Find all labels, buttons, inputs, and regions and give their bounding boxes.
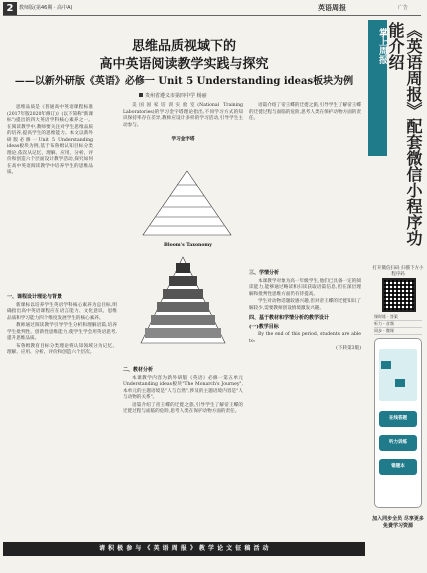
column-1-lower bbox=[7, 291, 117, 358]
column-2-lower bbox=[123, 364, 243, 417]
section-4-paragraph-1: By the end of this period, students are able to: bbox=[249, 332, 361, 344]
author-line: 贵州省遵义市第四中学 杨丽 bbox=[139, 92, 207, 99]
figure-1-caption: 学习金字塔 bbox=[171, 137, 195, 142]
sidebar-bottom-text: 加入同步全员 尽享更多免费学习资源 bbox=[372, 516, 424, 529]
continued-note: (下转第3版) bbox=[336, 346, 361, 351]
ad-label: 广告 bbox=[398, 5, 409, 11]
bloom-taxonomy-figure bbox=[129, 251, 237, 351]
section-1-paragraph-4: 美国国家培训实验室(National Training Laboratories)的学习金字塔理论指出,不同学习方式的知识保持率存在差异,教师应设计多样的学习活动,引导学生主动参与。 bbox=[123, 103, 243, 128]
mockup-button[interactable]: 在线答题 bbox=[379, 411, 417, 427]
mockup-header-image bbox=[379, 349, 417, 401]
section-4-heading: 四、基于教材和学情分析的教学设计 bbox=[249, 315, 330, 321]
section-2-paragraph-3: 语篇介绍了帝王蝶的迁徙之旅,引导学生了解帝王蝶的迁徙过程与面临的危险,思考人类在保护动物方面的责任。 bbox=[249, 103, 361, 121]
abstract-text: 思维品质是《普通高中英语课程标准(2017年版2020年修订)》(以下简称"新课标")提出的四大英语学科核心素养之一。在阅读教学中,教师要关注对学生思维品质的培养,提高学生的思维能力。本文以新外研版必修一Unit 5 Understanding ideas板块为例,基于布鲁姆认知目标分类理论,依次从记忆、理解、应用、分析、评价和创造六个层面设计教学活动,探究如何在高中英语阅读教学中培养学生的思维品质。 bbox=[7, 105, 93, 175]
column-3-lower bbox=[249, 267, 361, 354]
section-3-paragraph-2: 学生对动物话题较感兴趣,但对帝王蝶的迁徙知识了解较少,需要教师创设情境激发兴趣。 bbox=[249, 299, 361, 311]
sidebar-blue-label: 掌上周报 bbox=[377, 28, 387, 64]
feature-item: 听力 · 音频 bbox=[374, 321, 422, 328]
section-3-heading: 三、学情分析 bbox=[249, 270, 280, 276]
article bbox=[3, 19, 365, 532]
footer-banner: 请 积 极 参 与 《 英 语 周 报 》 教 学 论 文 征 稿 活 动 bbox=[3, 542, 365, 556]
feature-item: 同步 · 微课 bbox=[374, 328, 422, 335]
section-1-paragraph-2: 教师通过阅读教学引导学生分析和理解语篇,培养学生批判性、创新性思维能力,使学生学会用英语思考,提升思维品质。 bbox=[7, 323, 117, 341]
figure-2-caption: Bloom's Taxonomy bbox=[164, 243, 212, 248]
qr-code-icon[interactable] bbox=[382, 278, 416, 312]
mockup-icon bbox=[395, 379, 405, 387]
section-2-paragraph-1: 本课教学内容为新外研版《英语》必修一第五单元Understanding ideas板块"The Monarch's Journey",本单元的主题语境是"人与自然",涉及的主题语境内容是"人与动物的关系"。 bbox=[123, 375, 243, 400]
mockup-button[interactable]: 错题本 bbox=[379, 459, 417, 475]
column-2-upper bbox=[123, 103, 243, 144]
title-line-1: 思维品质视域下的 bbox=[131, 39, 236, 54]
sidebar-ad bbox=[368, 16, 426, 573]
column-3-upper bbox=[249, 103, 361, 124]
section-3-paragraph-1: 本课教学对象为高一年级学生,他们已具备一定的阅读能力,能够通过略读和扫读获取语篇信息,但在深层理解和批判性思维方面仍有待提高。 bbox=[249, 278, 361, 297]
section-4-subheading: (一)教学目标 bbox=[249, 323, 279, 330]
mockup-button[interactable]: 听力训练 bbox=[379, 435, 417, 451]
page-header bbox=[0, 0, 427, 16]
section-1-paragraph-1: 新课标以培养学生英语学科核心素养为总目标,明确指出高中英语课程应在语言能力、文化意识、思维品质和学习能力四个维度发展学生的核心素养。 bbox=[7, 302, 117, 321]
feature-item: 课时练 · 答案 bbox=[374, 314, 422, 321]
sidebar-vertical-title: 《英语周报》配套微信小程序功能介绍 bbox=[386, 22, 423, 246]
mockup-icon bbox=[381, 361, 391, 369]
page-number: 2 bbox=[3, 2, 17, 15]
title-line-2: 高中英语阅读教学实践与探究 bbox=[99, 57, 269, 72]
header-rule bbox=[3, 15, 421, 16]
title-line-3: ——以新外研版《英语》必修一 Unit 5 Understanding ideas板块为例 bbox=[14, 76, 354, 87]
section-1-heading: 一、课程设计理论与背景 bbox=[7, 294, 63, 300]
abstract-column bbox=[7, 105, 93, 178]
sidebar-feature-list bbox=[374, 314, 422, 335]
brand-logo: 英语周报 bbox=[318, 3, 346, 12]
section-label: 教师版(第46期 · 高中A) bbox=[19, 5, 73, 11]
section-1-paragraph-3: 布鲁姆教育目标分类理论将认知领域分为记忆、理解、应用、分析、评价和创造六个层次。 bbox=[7, 343, 117, 355]
learning-pyramid-figure bbox=[141, 169, 233, 239]
sidebar-scan-text: 打开微信扫码 扫描下方小程序码 bbox=[372, 266, 424, 277]
section-2-heading: 二、教材分析 bbox=[123, 367, 154, 373]
phone-mockup bbox=[374, 338, 422, 508]
section-2-paragraph-2: 语篇介绍了帝王蝶的迁徙之旅,引导学生了解帝王蝶的迁徙过程与面临的危险,思考人类在保护动物方面的责任。 bbox=[123, 402, 243, 414]
